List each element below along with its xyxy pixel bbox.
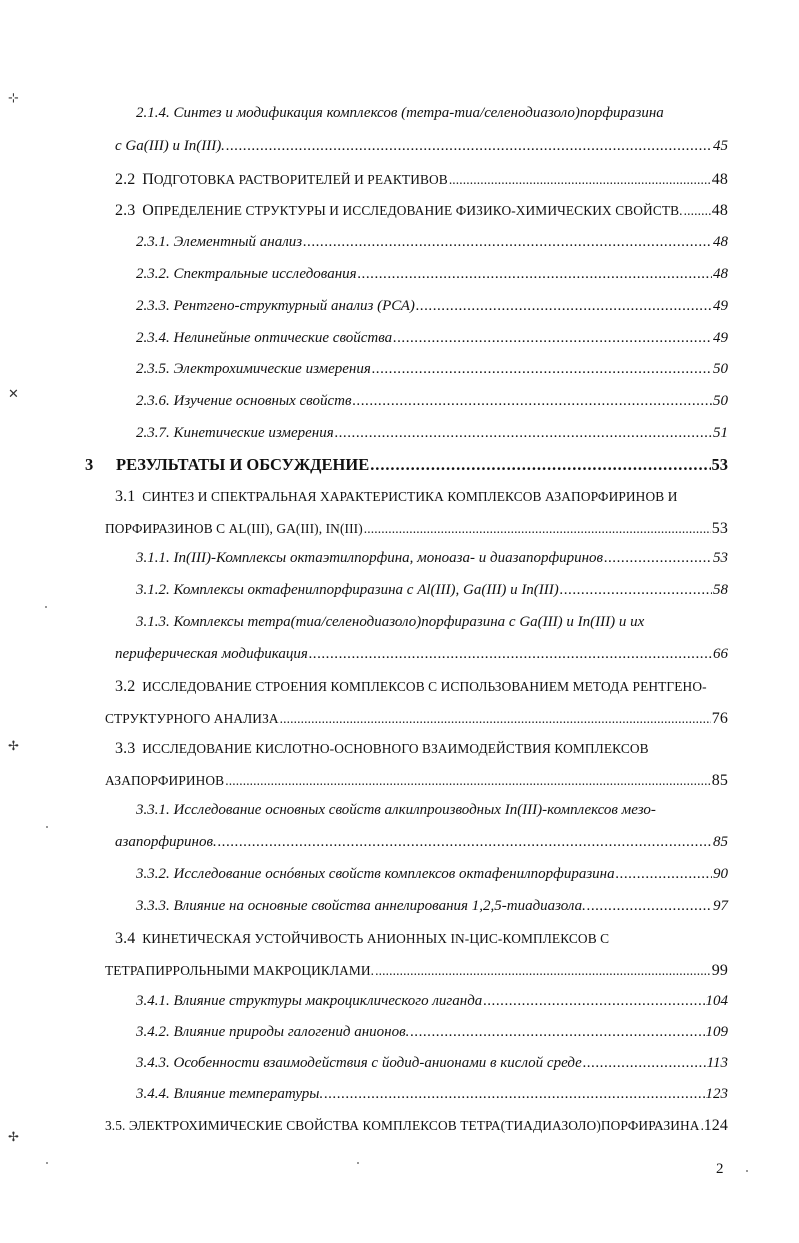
toc-entry-title: АЗАПОРФИРИНОВ (105, 773, 225, 788)
toc-page-number: 90 (713, 866, 728, 882)
dot-leader (616, 867, 712, 882)
toc-entry-3-2-line1 (115, 679, 707, 695)
toc-entry-title: 2.3.4. Нелинейные оптические свойства (136, 330, 393, 346)
toc-entry-title: ИССЛЕДОВАНИЕ КИСЛОТНО-ОСНОВНОГО ВЗАИМОДЕЙСТВИЯ КОМПЛЕКСОВ (142, 741, 649, 756)
dot-leader (353, 394, 713, 409)
toc-entry-3-3-line1 (115, 741, 649, 757)
toc-entry-number: 3.4 (115, 930, 136, 947)
toc-entry-number: 2.2 (115, 171, 136, 188)
toc-entry-3-4-1 (136, 994, 728, 1009)
page-number: 2 (716, 1161, 724, 1177)
dot-leader (358, 267, 712, 282)
dot-leader (684, 204, 711, 217)
scan-dot (45, 606, 47, 608)
dot-leader (449, 173, 711, 186)
toc-entry-title: ПОРФИРАЗИНОВ С AL(III), GA(III), IN(III) (105, 521, 363, 536)
toc-entry-2-1-4-line1: 2.1.4. Синтез и модификация комплексов (тетра-тиа/селенодиазоло)порфиразина (136, 105, 664, 121)
toc-entry-title: 3.4.1. Влияние структуры макроциклического лиганда (136, 993, 483, 1009)
toc-page-number: 58 (713, 582, 728, 598)
toc-entry-3-4 (105, 963, 728, 979)
dot-leader (393, 331, 712, 346)
dot-leader (309, 647, 712, 662)
toc-entry-title: ОДГОТОВКА РАСТВОРИТЕЛЕЙ И РЕАКТИВОВ (153, 172, 448, 187)
toc-entry-3-4-3 (136, 1056, 728, 1071)
toc-entry-title: СИНТЕЗ И СПЕКТРАЛЬНАЯ ХАРАКТЕРИСТИКА КОМПЛЕКСОВ АЗАПОРФИРИНОВ И (142, 489, 678, 504)
toc-entry-3-4-2 (136, 1025, 728, 1040)
toc-page-number: 48 (711, 202, 728, 219)
dot-leader (416, 299, 712, 314)
dot-leader (483, 994, 704, 1009)
toc-entry-title: 3.5. ЭЛЕКТРОХИМИЧЕСКИЕ СВОЙСТВА КОМПЛЕКСОВ ТЕТРА(ТИАДИАЗОЛО)ПОРФИРАЗИНА (105, 1118, 700, 1133)
toc-entry-title: периферическая модификация (115, 646, 308, 662)
dot-leader (560, 583, 712, 598)
toc-entry-3-4-line1 (115, 931, 609, 947)
toc-page-number: 113 (706, 1055, 728, 1071)
dot-leader (335, 426, 712, 441)
scan-dot (746, 1170, 748, 1172)
toc-entry-2-3-4 (136, 331, 728, 346)
toc-page-number: 76 (711, 710, 728, 727)
toc-entry-3-3 (105, 773, 728, 789)
toc-page-number: 48 (713, 266, 728, 282)
toc-page-number: 109 (705, 1024, 728, 1040)
toc-entry-title: 3.1.1. In(III)-Комплексы октаэтилпорфина, моноаза- и диазапорфиринов (136, 550, 604, 566)
dot-leader (370, 457, 710, 474)
toc-entry-title: 2.3.2. Спектральные исследования (136, 266, 357, 282)
scan-dot (46, 826, 48, 828)
toc-entry-2-3 (115, 203, 728, 219)
dot-leader (372, 362, 712, 377)
toc-entry-2-3-6 (136, 394, 728, 409)
toc-entry-3-1-3 (115, 647, 728, 662)
toc-entry-3-3-1 (115, 835, 728, 850)
toc-entry-3-4-4 (136, 1087, 728, 1102)
toc-entry-3-1-1 (136, 551, 728, 566)
toc-entry-title: 2.3.1. Элементный анализ (136, 234, 303, 250)
toc-entry-title: 2.3.3. Рентгено-структурный анализ (РСА) (136, 298, 415, 314)
toc-entry-number: 3.2 (115, 678, 136, 695)
toc-entry-3-1 (105, 521, 728, 537)
toc-page-number: 53 (713, 550, 728, 566)
toc-entry-title: ПРЕДЕЛЕНИЕ СТРУКТУРЫ И ИССЛЕДОВАНИЕ ФИЗИКО-ХИМИЧЕСКИХ СВОЙСТВ. (153, 203, 683, 218)
toc-entry-title: КИНЕТИЧЕСКАЯ УСТОЙЧИВОСТЬ АНИОННЫХ IN-ЦИС-КОМПЛЕКСОВ С (142, 931, 610, 946)
toc-entry-title: 3.3.2. Исследование оснóвных свойств комплексов октафенилпорфиразина (136, 866, 615, 882)
toc-page-number: 48 (713, 234, 728, 250)
toc-entry-2-3-2 (136, 267, 728, 282)
dot-leader (583, 1056, 706, 1071)
toc-entry-title: 3.4.3. Особенности взаимодействия с йодид-анионами в кислой среде (136, 1055, 582, 1071)
toc-entry-3-1-2 (136, 583, 728, 598)
toc-entry-title: 2.3.5. Электрохимические измерения (136, 361, 371, 377)
toc-entry-title: 3.3.3. Влияние на основные свойства аннелирования 1,2,5-тиадиазола. (136, 898, 586, 914)
toc-entry-3-3-1-line1: 3.3.1. Исследование основных свойств алкилпроизводных In(III)-комплексов мезо- (136, 802, 656, 818)
toc-entry-2-2 (115, 172, 728, 188)
toc-entry-number: 2.3 (115, 202, 136, 219)
scan-mark-icon: ✕ (8, 387, 19, 402)
toc-entry-3-2 (105, 711, 728, 727)
toc-entry-2-3-1 (136, 235, 728, 250)
toc-page-number: 97 (713, 898, 728, 914)
dot-leader (410, 1025, 704, 1040)
toc-entry-2-3-5 (136, 362, 728, 377)
toc-entry-3-5 (105, 1118, 728, 1134)
toc-page-number: 85 (713, 834, 728, 850)
scan-mark-icon: ✢ (8, 739, 19, 754)
toc-page-number: 45 (713, 138, 728, 154)
toc-entry-title: ИССЛЕДОВАНИЕ СТРОЕНИЯ КОМПЛЕКСОВ С ИСПОЛЬЗОВАНИЕМ МЕТОДА РЕНТГЕНО- (142, 679, 707, 694)
toc-page-number: 66 (713, 646, 728, 662)
toc-entry-3-1-3-line1: 3.1.3. Комплексы тетра(тиа/селенодиазоло)порфиразина с Ga(III) и In(III) и их (136, 614, 645, 630)
dot-leader (226, 139, 712, 154)
toc-chapter-3 (116, 457, 728, 474)
toc-page-number: 49 (713, 298, 728, 314)
toc-page-number: 104 (705, 993, 728, 1009)
toc-entry-2-3-7 (136, 426, 728, 441)
dot-leader (701, 1119, 703, 1132)
toc-entry-3-3-2 (136, 867, 728, 882)
toc-page-number: 99 (711, 962, 728, 979)
toc-entry-number: 3.1 (115, 488, 136, 505)
toc-page-number: 53 (711, 520, 728, 537)
toc-entry-2-1-4 (115, 139, 728, 154)
toc-entry-3-3-3 (136, 899, 728, 914)
dot-leader (364, 522, 711, 535)
toc-entry-title-initial: П (142, 171, 154, 188)
toc-page-number: 50 (713, 361, 728, 377)
toc-page-number: 123 (705, 1086, 728, 1102)
dot-leader (375, 964, 711, 977)
toc-entry-title: ТЕТРАПИРРОЛЬНЫМИ МАКРОЦИКЛАМИ. (105, 963, 375, 978)
toc-entry-3-1-line1 (115, 489, 677, 505)
dot-leader (587, 899, 712, 914)
dot-leader (604, 551, 712, 566)
scan-dot (46, 1162, 48, 1164)
chapter-title: РЕЗУЛЬТАТЫ И ОБСУЖДЕНИЕ (116, 455, 370, 474)
dot-leader (218, 835, 712, 850)
scan-dot (357, 1162, 359, 1164)
toc-entry-title: 3.1.2. Комплексы октафенилпорфиразина с Al(III), Ga(III) и In(III) (136, 582, 559, 598)
scan-mark-icon: ⊹ (8, 91, 19, 106)
dot-leader (303, 235, 712, 250)
scan-mark-icon: ✢ (8, 1130, 19, 1145)
dot-leader (225, 774, 711, 787)
toc-page-number: 51 (713, 425, 728, 441)
toc-page-number: 50 (713, 393, 728, 409)
dot-leader (280, 712, 711, 725)
toc-entry-title: 2.3.7. Кинетические измерения (136, 425, 334, 441)
toc-entry-title: 2.3.6. Изучение основных свойств (136, 393, 352, 409)
toc-entry-number: 3.3 (115, 740, 136, 757)
toc-entry-2-3-3 (136, 299, 728, 314)
toc-page-number: 124 (703, 1117, 728, 1134)
toc-page-number: 48 (711, 171, 728, 188)
toc-page-number: 53 (711, 455, 728, 474)
chapter-number: 3 (85, 455, 94, 474)
toc-entry-title: 3.4.2. Влияние природы галогенид анионов. (136, 1024, 410, 1040)
toc-entry-title: азапорфиринов. (115, 834, 217, 850)
toc-page-number: 49 (713, 330, 728, 346)
toc-entry-title: с Ga(III) и In(III). (115, 138, 225, 154)
toc-page-number: 85 (711, 772, 728, 789)
toc-entry-title: 3.4.4. Влияние температуры. (136, 1086, 324, 1102)
dot-leader (324, 1087, 704, 1102)
toc-entry-title-initial: О (142, 202, 154, 219)
toc-entry-title: СТРУКТУРНОГО АНАЛИЗА (105, 711, 279, 726)
